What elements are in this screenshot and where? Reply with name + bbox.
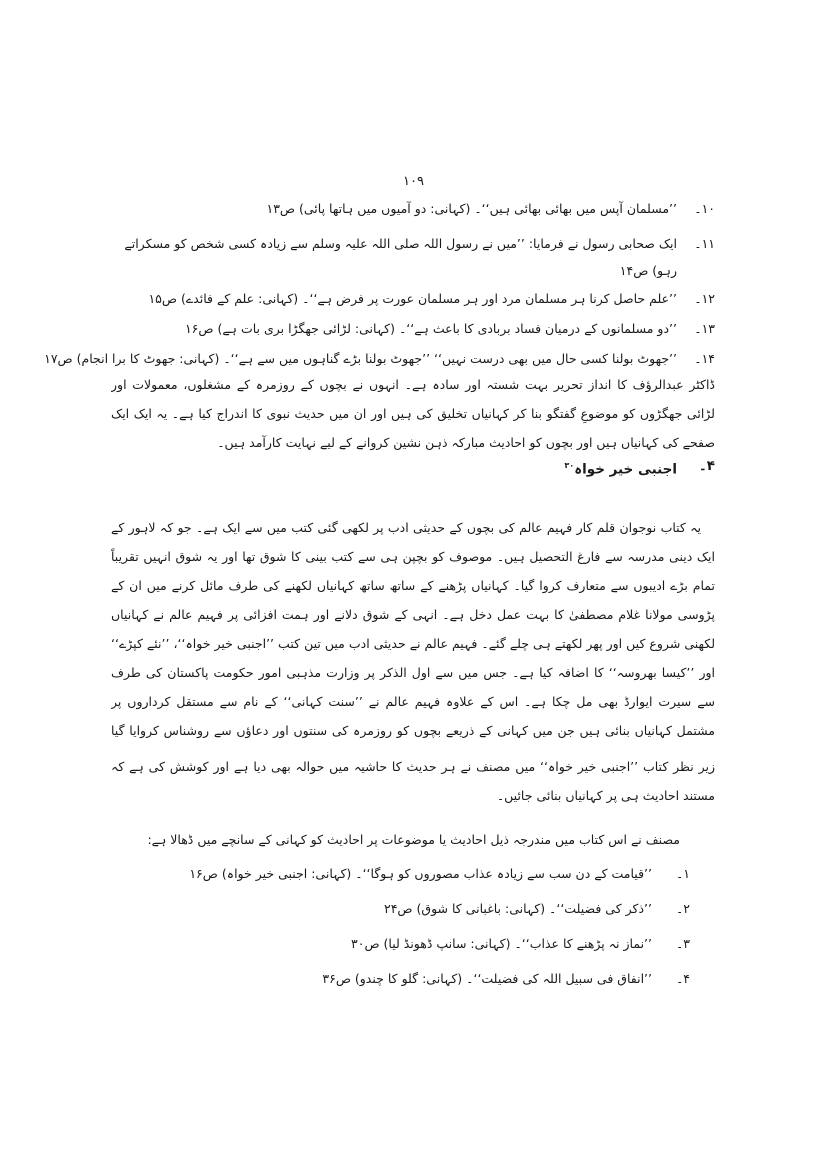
section-heading-number: ۴۔ <box>698 458 715 474</box>
list-item-text: ’’قیامت کے دن سب سے زیادہ عذاب مصوروں کو ہوگا‘‘۔ (کہانی: اجنبی خیر خواہ) ص۱۶ <box>189 866 652 881</box>
list-item-text: ’’جھوٹ بولنا کسی حال میں بھی درست نہیں‘‘ ’’جھوٹ بولنا بڑے گناہوں میں سے ہے‘‘۔ (کہانی: جھوٹ کا برا انجام) ص۱۷ <box>44 351 677 366</box>
paragraph-text: یہ کتاب نوجوان قلم کار فہیم عالم کی بچوں کے حدیثی ادب پر لکھی گئی کتب میں سے ایک ہے۔ جو کہ لاہور کے ایک دینی مدرسہ سے فارغ التحصیل ہیں۔ موصوف کو بچپن ہی سے کتب بینی کا شوق تھا اور یہ شوق انہیں تقریباً تمام بڑے ادیبوں سے متعارف کروا گیا۔ کہانیاں پڑھنے کے ساتھ ساتھ کہانیاں لکھنے کی طرف مائل کرنے میں ان کے پڑوسی مولانا غلام مصطفیٰ کا بہت عمل دخل ہے۔ انہی کے شوق دلانے اور ہمت افزائی پر فہیم عالم نے کہانیاں لکھنی شروع کیں اور پھر لکھتے ہی چلے گئے۔ فہیم عالم نے حدیثی ادب میں تین کتب ’’اجنبی خیر خواہ‘‘، ’’نئے کپڑے‘‘ اور ’’کیسا بھروسہ‘‘ کا اضافہ کیا ہے۔ جس میں سے اول الذکر پر وزارت مذہبی امور حکومت پاکستان کی طرف سے سیرت ایوارڈ بھی مل چکا ہے۔ اس کے علاوہ فہیم عالم نے ’’سنت کہانی‘‘ کے نام سے مستقل کرداروں پر مشتمل کہانیاں بنائی ہیں جن میں کہانی کے ذریعے بچوں کو روزمرہ کی سنتوں اور دعاؤں سے روشناس کروایا گیا <box>111 520 715 738</box>
list-item-text: ایک صحابی رسول نے فرمایا: ’’میں نے رسول اللہ صلی اللہ علیہ وسلم سے زیادہ کسی شخص کو مسکراتے <box>124 236 677 251</box>
paragraph <box>111 513 715 749</box>
paragraph: زیر نظر کتاب ’’اجنبی خیر خواہ‘‘ میں مصنف نے ہر حدیث کا حاشیہ میں حوالہ بھی دیا ہے اور کوشش کی ہے کہ مستند احادیث ہی پر کہانیاں بنائی جائیں۔ <box>111 759 715 803</box>
section-heading-title: اجنبی خیر خواہ <box>574 461 677 478</box>
section-heading <box>564 457 677 479</box>
list-item-number: ۳۔ <box>675 936 690 951</box>
list-item-text: ’’نماز نہ پڑھنے کا عذاب‘‘۔ (کہانی: سانپ ڈھونڈ لیا) ص۳۰ <box>351 936 652 951</box>
list-item-continuation: رہو) ص۱۴ <box>619 263 677 278</box>
paragraph: ڈاکٹر عبدالرؤف کا انداز تحریر بہت شستہ اور سادہ ہے۔ انہوں نے بچوں کے روزمرہ کے مشغلوں، معمولات اور لڑائی جھگڑوں کو موضوعِ گفتگو بنا کر کہانیاں تخلیق کی ہیں اور ان میں حدیث نبوی کا اندراج کیا ہے۔ یہ ایک ایک صفحے کی کہانیاں ہیں اور بچوں کو احادیث مبارکہ ذہن نشین کروانے کے لیے نہایت کارآمد ہیں۔ <box>111 377 715 450</box>
list-item-number: ۱۴۔ <box>694 351 715 366</box>
list-item-number: ۱۰۔ <box>694 201 715 216</box>
list-item-number: ۱۳۔ <box>694 321 715 336</box>
list-item-text: ’’ذکر کی فضیلت‘‘۔ (کہانی: باغبانی کا شوق) ص۲۴ <box>383 901 652 916</box>
footnote-marker: ۳۰ <box>564 461 575 470</box>
list-item-text: ’’مسلمان آپس میں بھائی بھائی ہیں‘‘۔ (کہانی: دو آمیوں میں ہاتھا پائی) ص۱۳ <box>266 201 677 216</box>
list-item-number: ۴۔ <box>675 971 690 986</box>
list-item-text: ’’دو مسلمانوں کے درمیان فساد بربادی کا باعث ہے‘‘۔ (کہانی: لڑائی جھگڑا بری بات ہے) ص۱۶ <box>184 321 677 336</box>
intro-line: مصنف نے اس کتاب میں مندرجہ ذیل احادیث یا موضوعات پر احادیث کو کہانی کے سانچے میں ڈھالا ہے: <box>147 832 680 847</box>
list-item-number: ۲۔ <box>675 901 690 916</box>
list-item-number: ۱۲۔ <box>694 291 715 306</box>
list-item-number: ۱۔ <box>675 866 690 881</box>
list-item-text: ’’انفاق فی سبیل اللہ کی فضیلت‘‘۔ (کہانی: گلو کا چندو) ص۳۶ <box>322 971 652 986</box>
list-item-text: ’’علم حاصل کرنا ہر مسلمان مرد اور ہر مسلمان عورت پر فرض ہے‘‘۔ (کہانی: علم کے فائدے) ص۱۵ <box>148 291 677 306</box>
page-number: ۱۰۹ <box>403 174 424 189</box>
list-item-number: ۱۱۔ <box>694 236 715 251</box>
